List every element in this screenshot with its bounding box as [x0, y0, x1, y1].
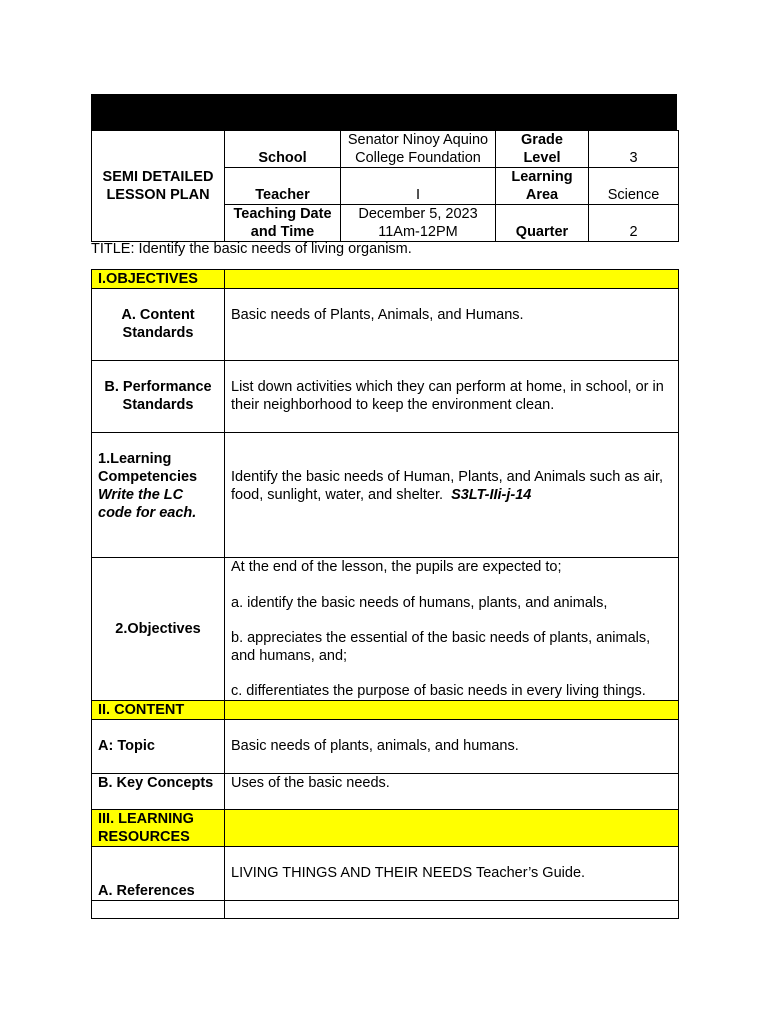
learning-competencies-cell [92, 433, 225, 558]
teacher-value: I [341, 168, 496, 205]
section-content-label: II. CONTENT [92, 701, 225, 720]
section-objectives-label: I.OBJECTIVES [92, 270, 225, 289]
date-label: Teaching Date and Time [225, 205, 341, 242]
topic-label: A: Topic [92, 720, 225, 774]
references-row [92, 847, 679, 901]
objectives-row [92, 558, 679, 701]
topic-row [92, 720, 679, 774]
lesson-plan-table [91, 269, 679, 919]
content-standards-value: Basic needs of Plants, Animals, and Humans. [225, 289, 679, 361]
content-standards-row [92, 289, 679, 361]
objectives-intro: At the end of the lesson, the pupils are expected to; [231, 559, 562, 575]
lesson-title: TITLE: Identify the basic needs of living organism. [91, 241, 412, 257]
section-content [92, 701, 679, 720]
lc-code: S3LT-IIi-j-14 [451, 487, 532, 503]
references-value: LIVING THINGS AND THEIR NEEDS Teacher’s Guide. [225, 847, 679, 901]
objectives-label: 2.Objectives [92, 558, 225, 701]
learning-competencies-label: 1.Learning Competencies [98, 451, 198, 485]
time-text: 11Am-12PM [378, 224, 458, 240]
grade-label: Grade Level [496, 131, 589, 168]
objectives-value [225, 558, 679, 701]
key-concepts-label: B. Key Concepts [92, 774, 225, 810]
school-label: School [225, 131, 341, 168]
empty-row [92, 901, 679, 919]
plan-type-cell: SEMI DETAILED LESSON PLAN [92, 131, 225, 242]
learning-area-label: Learning Area [496, 168, 589, 205]
learning-area-value: Science [589, 168, 679, 205]
key-concepts-row [92, 774, 679, 810]
teacher-label: Teacher [225, 168, 341, 205]
section-resources-label: III. LEARNING RESOURCES [92, 810, 225, 847]
learning-competencies-value [225, 433, 679, 558]
learning-competencies-row [92, 433, 679, 558]
key-concepts-value: Uses of the basic needs. [225, 774, 679, 810]
objective-c: c. differentiates the purpose of basic needs in every living things. [231, 683, 646, 699]
performance-standards-value: List down activities which they can perform at home, in school, or in their neighborhood to keep the environment clean. [225, 361, 679, 433]
learning-competencies-text: Identify the basic needs of Human, Plants, and Animals such as air, food, sunlight, water, and shelter. [231, 469, 664, 503]
topic-value: Basic needs of plants, animals, and humans. [225, 720, 679, 774]
objective-a: a. identify the basic needs of humans, plants, and animals, [231, 595, 608, 611]
date-text: December 5, 2023 [358, 206, 478, 222]
content-standards-label: A. Content Standards [92, 289, 225, 361]
lc-code-note: Write the LC code for each. [98, 487, 197, 521]
school-value: Senator Ninoy Aquino College Foundation [341, 131, 496, 168]
performance-standards-row [92, 361, 679, 433]
objective-b: b. appreciates the essential of the basic needs of plants, animals, and humans, and; [231, 630, 651, 664]
references-label: A. References [92, 847, 225, 901]
date-value [341, 205, 496, 242]
header-black-bar [91, 94, 677, 130]
section-resources [92, 810, 679, 847]
section-objectives [92, 270, 679, 289]
lesson-header-table [91, 130, 679, 242]
quarter-value: 2 [589, 205, 679, 242]
performance-standards-label: B. Performance Standards [92, 361, 225, 433]
quarter-label: Quarter [496, 205, 589, 242]
grade-value: 3 [589, 131, 679, 168]
